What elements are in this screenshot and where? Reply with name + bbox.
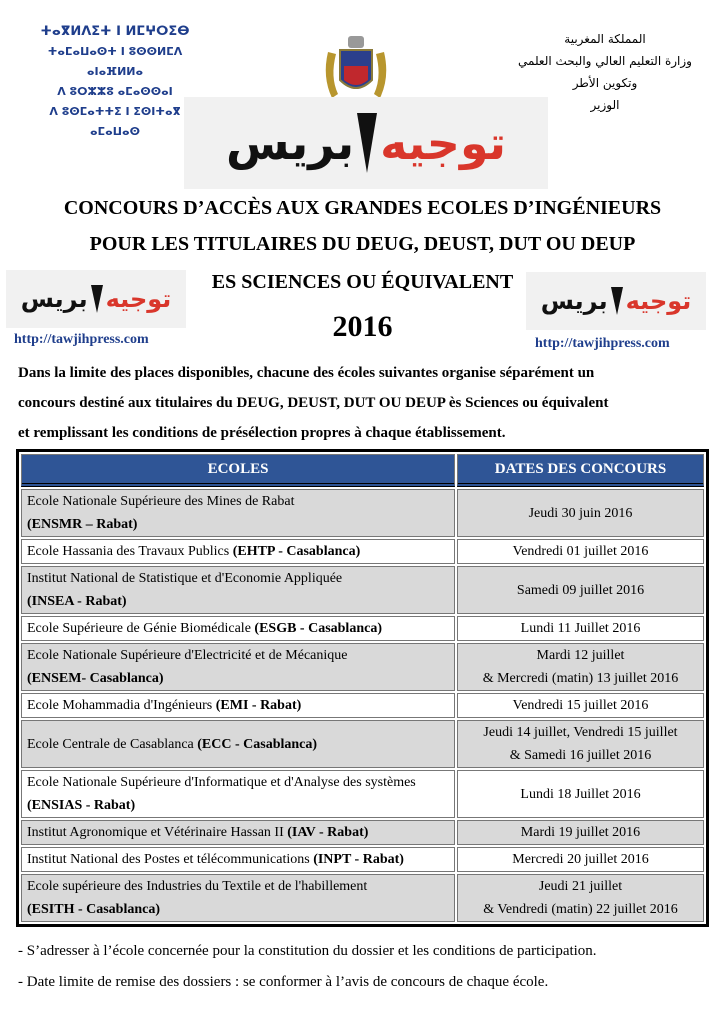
title-line-3: ES SCIENCES OU ÉQUIVALENT xyxy=(211,271,514,293)
table-row xyxy=(21,693,704,718)
date-cell xyxy=(457,643,704,691)
intro-paragraph xyxy=(18,358,708,448)
date-line: & Mercredi (matin) 13 juillet 2016 xyxy=(482,671,679,686)
tifinagh-line: ⴰⵎⴰⵡⴰⵙ xyxy=(90,125,140,138)
school-code: (ESGB - Casablanca) xyxy=(254,621,382,636)
date-line: Mercredi 20 juillet 2016 xyxy=(512,852,649,867)
table-row xyxy=(21,539,704,564)
school-code: (ENSMR – Rabat) xyxy=(27,517,138,532)
tifinagh-line: ⴷ ⵓⵙⵎⴰⵜⵜⵉ ⵏ ⵉⵙⵏⵜⴰⴳ xyxy=(49,105,181,118)
graduate-figure-icon xyxy=(357,113,377,173)
table-row xyxy=(21,720,704,768)
date-line: & Samedi 16 juillet 2016 xyxy=(509,748,652,763)
tifinagh-line: ⴷ ⵓⵔⵣⵣⵓ ⴰⵎⴰⵙⵙⴰⵏ xyxy=(57,85,173,98)
date-cell xyxy=(457,616,704,641)
logo-text-black: بريس xyxy=(225,116,355,170)
school-name: Institut National des Postes et télécommunications xyxy=(27,852,310,867)
date-line: Samedi 09 juillet 2016 xyxy=(516,582,645,598)
school-cell xyxy=(21,566,455,614)
school-name: Ecole Nationale Supérieure d'Electricité et de Mécanique xyxy=(27,648,348,663)
school-code: (ENSEM- Casablanca) xyxy=(27,671,164,686)
intro-line: Dans la limite des places disponibles, chacune des écoles suivantes organise séparément un xyxy=(18,365,595,381)
schools-table xyxy=(16,449,709,927)
column-header-dates: DATES DES CONCOURS xyxy=(457,454,704,487)
school-name: Ecole Hassania des Travaux Publics xyxy=(27,544,230,559)
date-cell xyxy=(457,874,704,922)
school-code: (INPT - Rabat) xyxy=(313,852,404,867)
school-name: Institut Agronomique et Vétérinaire Hassan II xyxy=(27,825,284,840)
table-row xyxy=(21,847,704,872)
school-cell xyxy=(21,489,455,537)
school-name: Ecole Supérieure de Génie Biomédicale xyxy=(27,621,251,636)
arabic-line: الوزير xyxy=(590,98,620,112)
arabic-line: وزارة التعليم العالي والبحث العلمي xyxy=(518,54,692,68)
school-cell xyxy=(21,643,455,691)
date-line: & Vendredi (matin) 22 juillet 2016 xyxy=(483,902,678,917)
date-cell xyxy=(457,539,704,564)
school-code: (ENSIAS - Rabat) xyxy=(27,798,136,813)
school-cell xyxy=(21,847,455,872)
website-link-right[interactable]: http://tawjihpress.com xyxy=(535,336,670,351)
table-row xyxy=(21,643,704,691)
school-code: (INSEA - Rabat) xyxy=(27,594,127,609)
date-line: Jeudi 21 juillet xyxy=(538,879,623,894)
table-row xyxy=(21,566,704,614)
date-line: Lundi 18 Juillet 2016 xyxy=(520,786,641,802)
tawjihpress-logo xyxy=(184,97,548,189)
school-code: (IAV - Rabat) xyxy=(287,825,369,840)
tifinagh-line: ⵜⴰⴳⵍⴷⵉⵜ ⵏ ⵍⵎⵖⵔⵉⴱ xyxy=(40,24,190,39)
arabic-line: وتكوين الأطر xyxy=(572,76,638,90)
table-row xyxy=(21,489,704,537)
school-cell xyxy=(21,539,455,564)
school-name: Ecole Nationale Supérieure des Mines de Rabat xyxy=(27,494,295,509)
date-cell xyxy=(457,720,704,768)
logo-text-red: توجيه xyxy=(380,116,507,170)
date-cell xyxy=(457,820,704,845)
title-year: 2016 xyxy=(332,310,393,343)
graduate-figure-icon xyxy=(91,285,103,313)
website-link-left[interactable]: http://tawjihpress.com xyxy=(14,332,149,347)
date-cell xyxy=(457,693,704,718)
title-line-2: POUR LES TITULAIRES DU DEUG, DEUST, DUT OU DEUP xyxy=(89,233,636,255)
logo-text-black: بريس xyxy=(20,285,88,313)
date-cell xyxy=(457,566,704,614)
column-header-schools: ECOLES xyxy=(21,454,455,487)
table-row xyxy=(21,820,704,845)
table-row xyxy=(21,874,704,922)
school-name: Ecole Centrale de Casablanca xyxy=(27,736,194,752)
date-cell xyxy=(457,847,704,872)
school-cell xyxy=(21,693,455,718)
tawjihpress-logo-right xyxy=(526,272,706,330)
table-row xyxy=(21,770,704,818)
note-line: - S’adresser à l’école concernée pour la constitution du dossier et les conditions de participation. xyxy=(18,943,597,959)
date-line: Lundi 11 Juillet 2016 xyxy=(520,621,641,636)
school-name: Institut National de Statistique et d'Economie Appliquée xyxy=(27,571,343,586)
date-line: Vendredi 01 juillet 2016 xyxy=(512,544,649,559)
school-cell xyxy=(21,820,455,845)
date-line: Jeudi 14 juillet, Vendredi 15 juillet xyxy=(483,725,678,740)
school-code: (ESITH - Casablanca) xyxy=(27,902,161,917)
school-cell xyxy=(21,720,455,768)
school-code: (ECC - Casablanca) xyxy=(197,736,318,752)
date-cell xyxy=(457,770,704,818)
arabic-line: المملكة المغربية xyxy=(564,32,646,46)
table-row xyxy=(21,616,704,641)
date-line: Jeudi 30 juin 2016 xyxy=(528,505,633,521)
school-name: Ecole Mohammadia d'Ingénieurs xyxy=(27,698,213,713)
graduate-figure-icon xyxy=(611,287,623,315)
school-name: Ecole supérieure des Industries du Textile et de l'habillement xyxy=(27,879,368,894)
school-name: Ecole Nationale Supérieure d'Informatique et d'Analyse des systèmes xyxy=(27,775,416,790)
note-line: - Date limite de remise des dossiers : se conformer à l’avis de concours de chaque école. xyxy=(18,974,549,990)
school-code: (EMI - Rabat) xyxy=(215,698,302,713)
intro-line: concours destiné aux titulaires du DEUG, DEUST, DUT OU DEUP ès Sciences ou équivalent xyxy=(18,395,609,411)
tifinagh-line: ⵜⴰⵎⴰⵡⴰⵙⵜ ⵏ ⵓⵙⵙⵍⵎⴷ ⴰⵏⴰⴼⵍⵍⴰ xyxy=(47,45,183,78)
notes xyxy=(18,936,597,998)
school-code: (EHTP - Casablanca) xyxy=(232,544,361,559)
date-line: Vendredi 15 juillet 2016 xyxy=(512,698,649,713)
date-line: Mardi 19 juillet 2016 xyxy=(520,825,641,840)
school-cell xyxy=(21,874,455,922)
title-line-1: CONCOURS D’ACCÈS AUX GRANDES ECOLES D’INGÉNIEURS xyxy=(63,197,662,219)
intro-line: et remplissant les conditions de présélection propres à chaque établissement. xyxy=(18,425,506,441)
logo-text-black: بريس xyxy=(540,287,608,315)
date-cell xyxy=(457,489,704,537)
date-line: Mardi 12 juillet xyxy=(536,648,625,663)
tifinagh-ministry-header xyxy=(20,22,210,142)
logo-text-red: توجيه xyxy=(625,287,692,315)
logo-text-red: توجيه xyxy=(105,285,172,313)
tawjihpress-logo-left xyxy=(6,270,186,328)
school-cell xyxy=(21,770,455,818)
school-cell xyxy=(21,616,455,641)
